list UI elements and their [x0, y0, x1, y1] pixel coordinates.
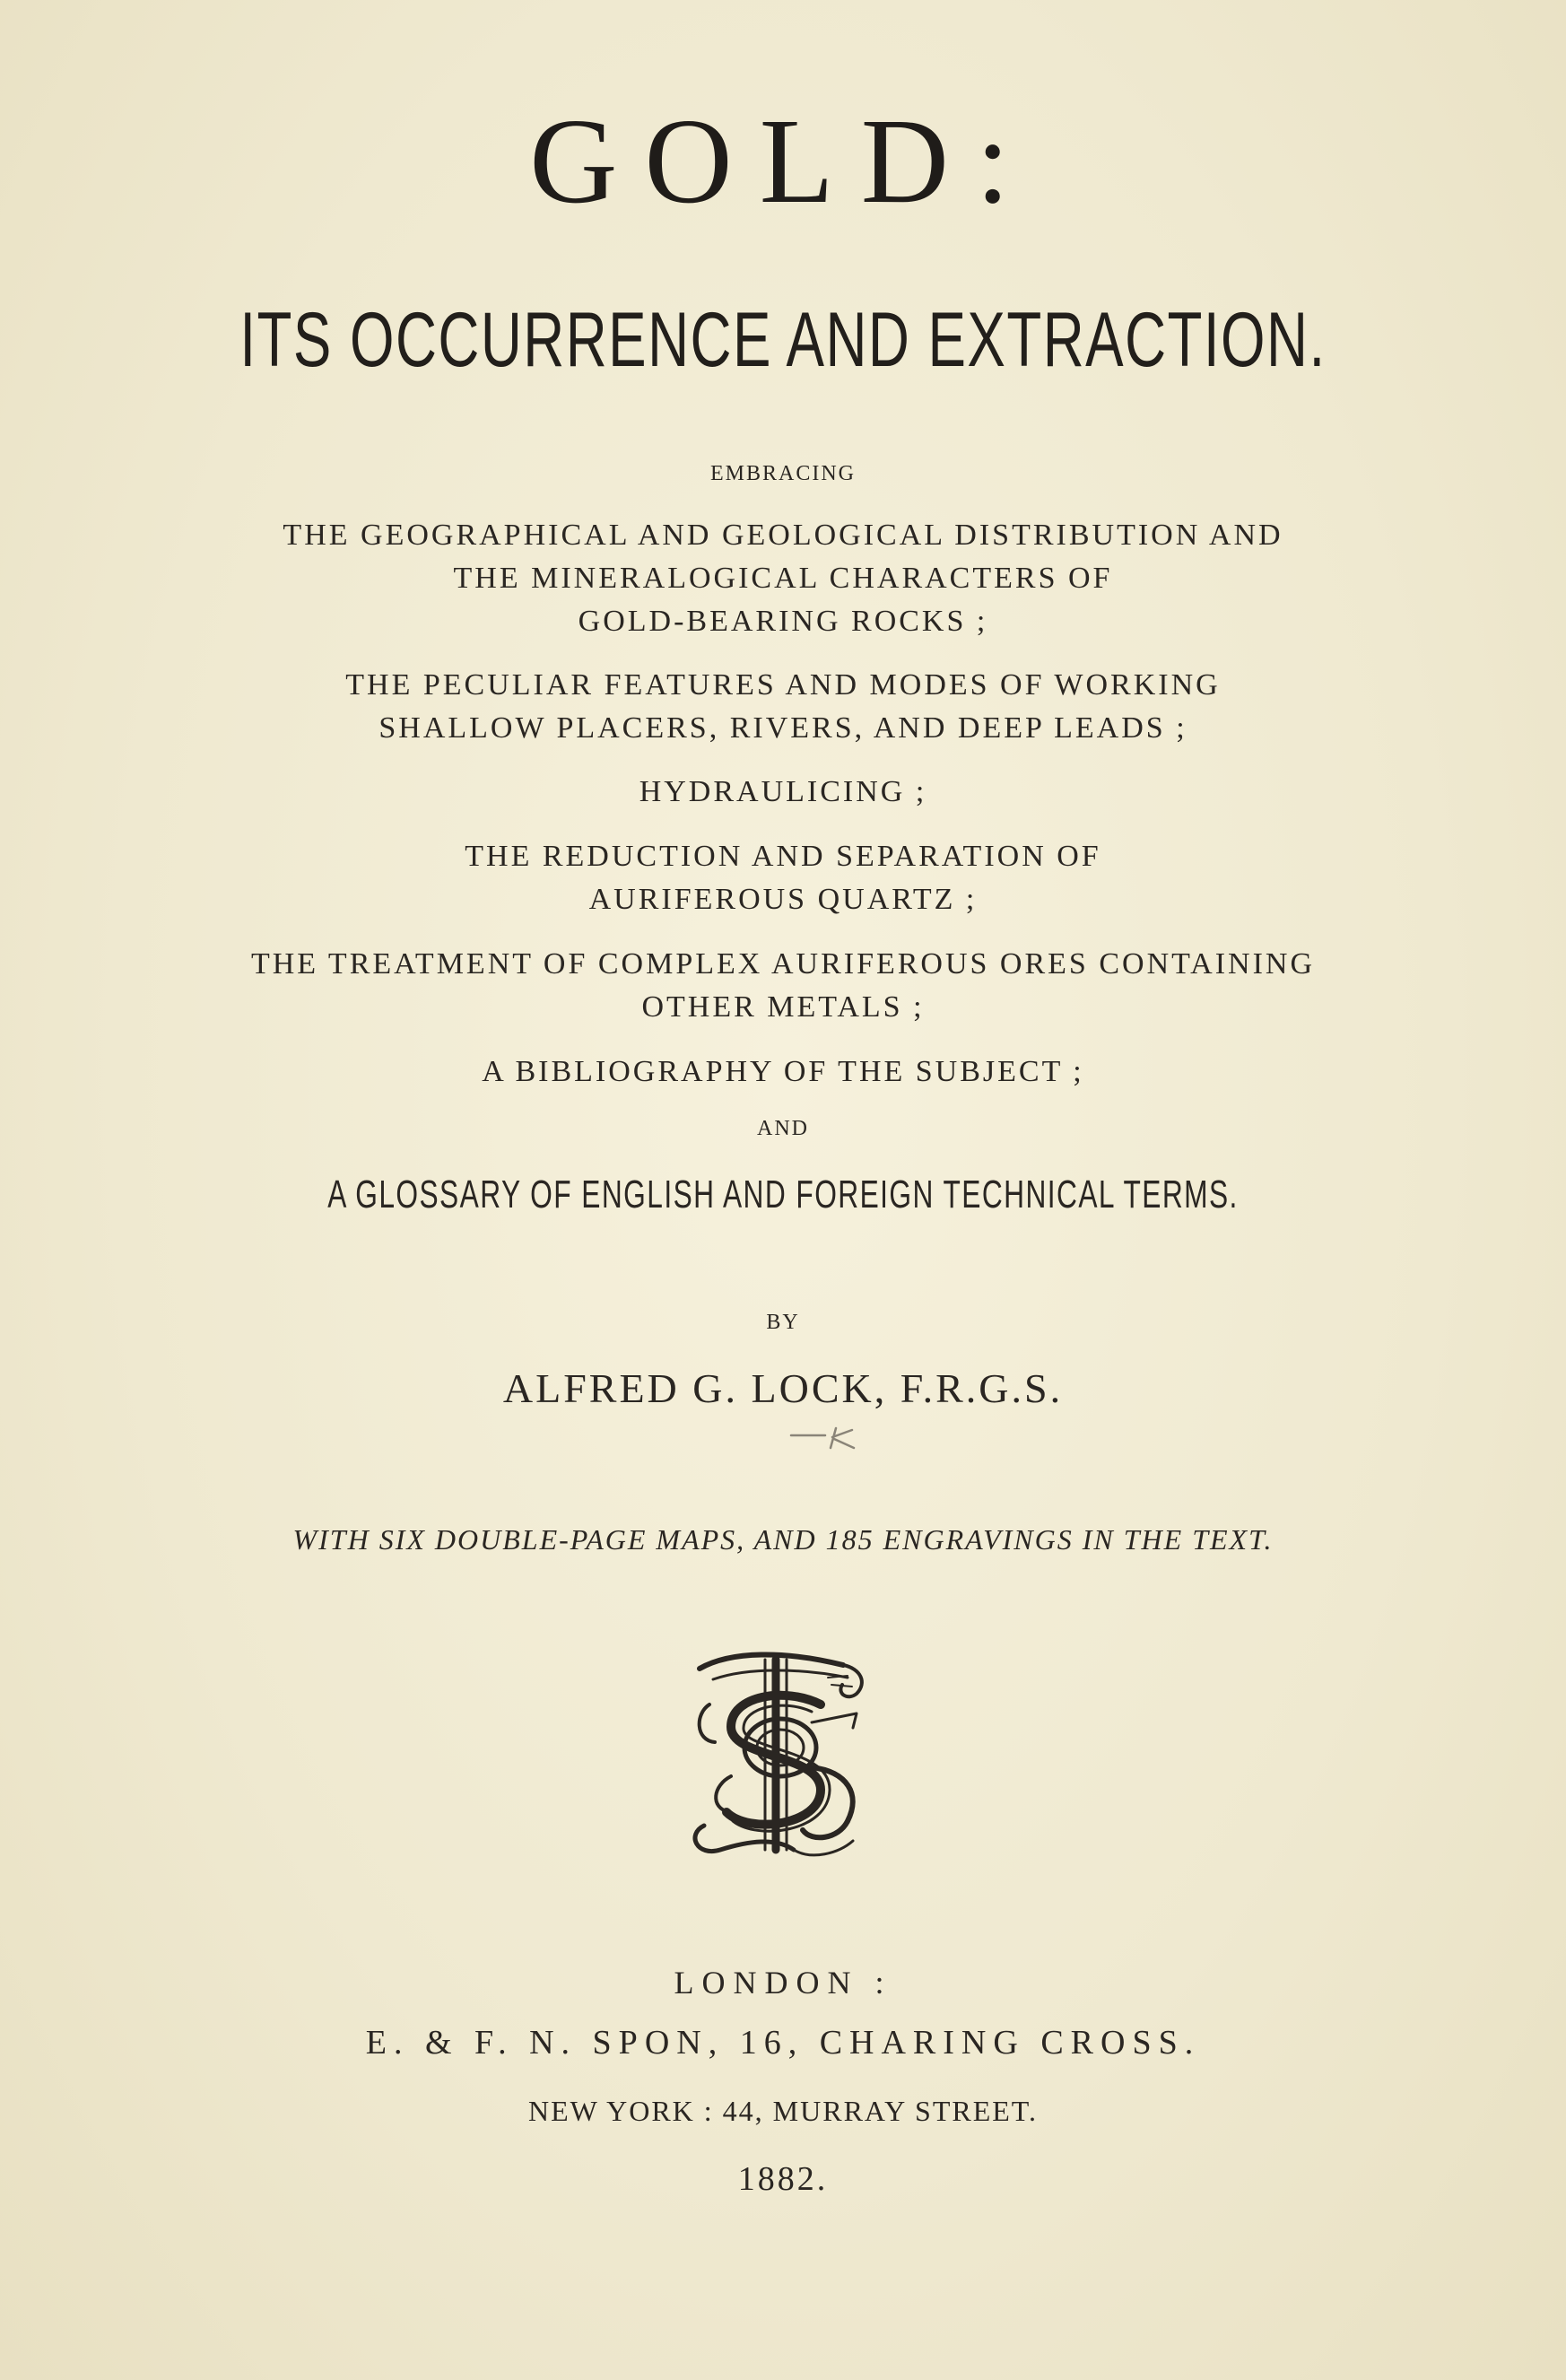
topic-line: THE TREATMENT OF COMPLEX AURIFEROUS ORES CONTAINING	[250, 947, 1316, 981]
embracing-label: EMBRACING	[709, 462, 856, 485]
topic-line: THE GEOGRAPHICAL AND GEOLOGICAL DISTRIBUTION AND	[283, 519, 1283, 552]
and-label: AND	[757, 1117, 809, 1140]
topic-line: THE REDUCTION AND SEPARATION OF	[465, 840, 1101, 873]
imprint-new-york: NEW YORK : 44, MURRAY STREET.	[528, 2095, 1038, 2127]
topic-line: THE MINERALOGICAL CHARACTERS OF	[453, 562, 1113, 595]
imprint-publisher: E. & F. N. SPON, 16, CHARING CROSS.	[365, 2024, 1201, 2062]
topic-line: OTHER METALS ;	[641, 990, 925, 1024]
topic-line: AURIFEROUS QUARTZ ;	[588, 883, 978, 916]
book-title: GOLD:	[529, 94, 1037, 229]
publisher-monogram-icon	[677, 1642, 883, 1866]
topic-line: A BIBLIOGRAPHY OF THE SUBJECT ;	[482, 1055, 1084, 1088]
plates-note: WITH SIX DOUBLE-PAGE MAPS, AND 185 ENGRAVINGS IN THE TEXT.	[292, 1523, 1274, 1556]
topic-line: GOLD-BEARING ROCKS ;	[578, 605, 988, 638]
by-label: BY	[766, 1311, 800, 1334]
topic-line: HYDRAULICING ;	[639, 775, 927, 808]
book-subtitle: ITS OCCURRENCE AND EXTRACTION.	[239, 297, 1327, 383]
topic-line: THE PECULIAR FEATURES AND MODES OF WORKING	[345, 668, 1221, 702]
pencil-mark-icon	[789, 1425, 870, 1452]
glossary-line: A GLOSSARY OF ENGLISH AND FOREIGN TECHNICAL TERMS.	[327, 1173, 1239, 1216]
author-name: ALFRED G. LOCK, F.R.G.S.	[502, 1365, 1064, 1411]
topic-line: SHALLOW PLACERS, RIVERS, AND DEEP LEADS ;	[378, 711, 1188, 745]
imprint-city: LONDON :	[674, 1965, 892, 2001]
imprint-year: 1882.	[737, 2160, 829, 2198]
